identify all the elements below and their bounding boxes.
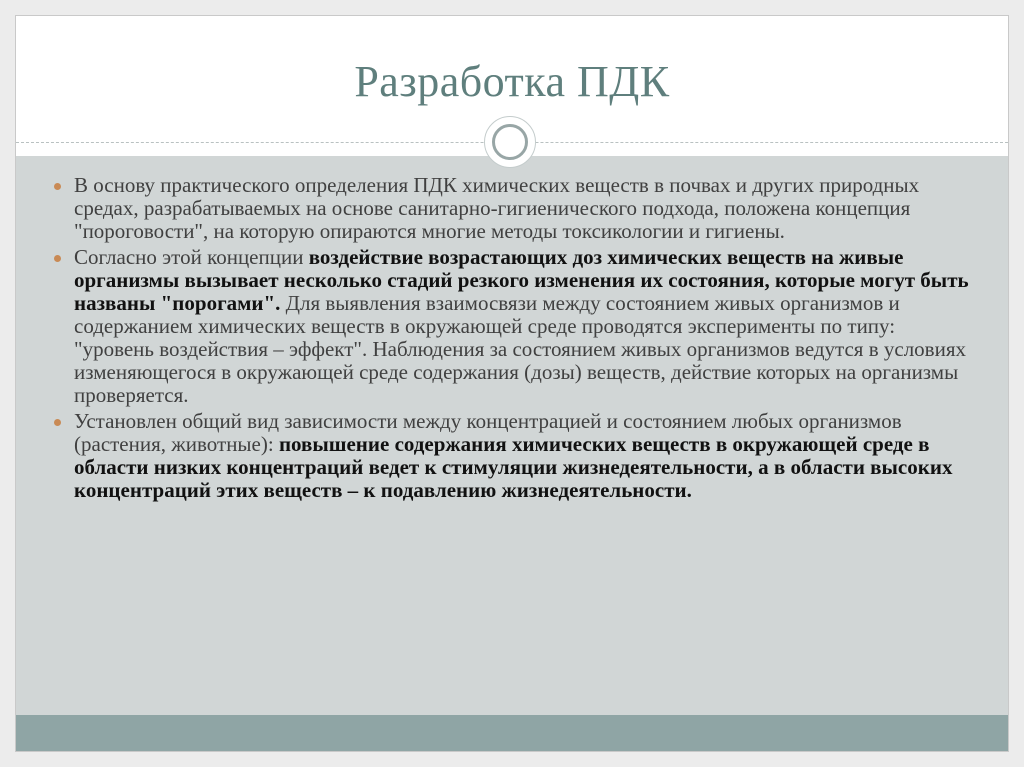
bullet-text-emphasis: повышение содержания химических веществ в окружающей среде в области низких концентраций ведет к стимуляции жизнедеятельности, а в области высоких концентраций этих веществ – к подавлению жизнедеятельности. — [74, 432, 953, 502]
bullet-item — [54, 410, 974, 502]
bullet-text: Согласно этой концепции — [74, 245, 309, 269]
bullet-dot-icon — [54, 183, 61, 190]
slide-title: Разработка ПДК — [354, 57, 670, 106]
bullet-text: Установлен общий вид зависимости между концентрацией и состоянием любых организмов (растения, животные): — [74, 409, 902, 456]
slide — [15, 15, 1009, 752]
circle-ornament-icon — [484, 116, 536, 168]
bullet-text: В основу практического определения ПДК химических веществ в почвах и других природных средах, разрабатываемых на основе санитарно-гигиенического подхода, положена концепция "пороговости", на которую опираются многие методы токсикологии и гигиены. — [74, 173, 920, 243]
bullet-item — [54, 246, 974, 407]
footer-bar — [16, 715, 1008, 751]
bullet-item — [54, 174, 974, 243]
bullet-dot-icon — [54, 419, 61, 426]
bullet-text: Для выявления взаимосвязи между состоянием живых организмов и содержанием химических веществ в окружающей среде проводятся эксперименты по типу: "уровень воздействия – эффект". Наблюдения за состоянием живых организмов ведутся в условиях изменяющегося в окружающей среде содержания (дозы) веществ, действие которых на организмы проверяется. — [74, 291, 966, 407]
bullet-dot-icon — [54, 255, 61, 262]
bullet-list — [54, 174, 974, 505]
bullet-text-emphasis: воздействие возрастающих доз химических веществ на живые организмы вызывает несколько стадий резкого изменения их состояния, которые могут быть названы "порогами". — [74, 245, 969, 315]
